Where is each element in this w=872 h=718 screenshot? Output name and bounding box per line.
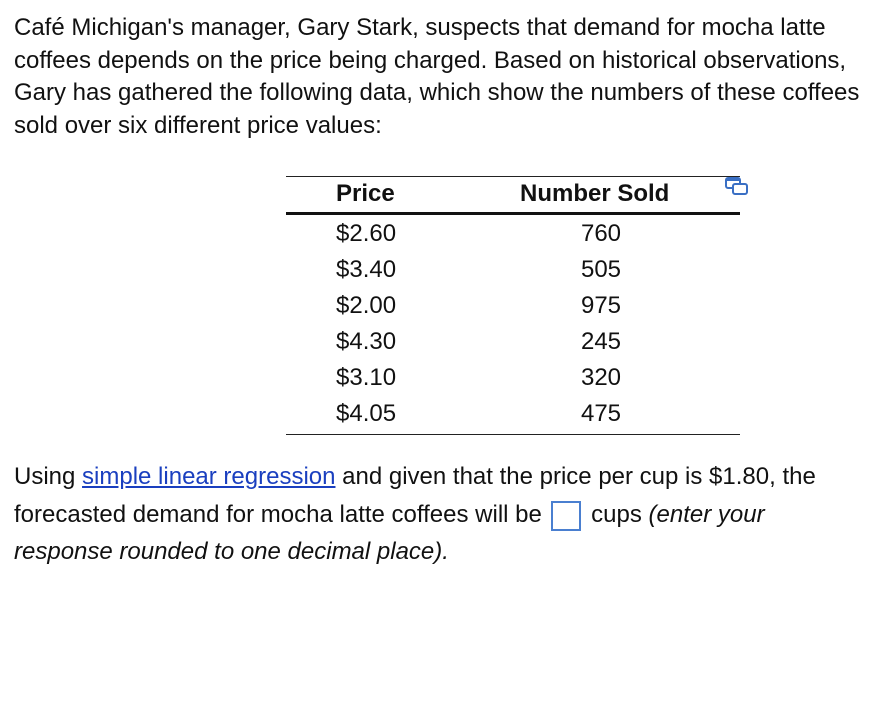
table-row bbox=[286, 290, 740, 326]
simple-linear-regression-link[interactable]: simple linear regression bbox=[82, 463, 336, 490]
number-sold-cell: 245 bbox=[580, 328, 622, 355]
price-cell: $3.10 bbox=[336, 364, 397, 391]
table-bottom-rule bbox=[286, 434, 740, 435]
price-column-header: Price bbox=[336, 180, 395, 207]
rounding-instruction: (enter your response rounded to one decimal place). bbox=[14, 500, 765, 565]
table-row bbox=[286, 254, 740, 290]
price-cell: $2.60 bbox=[336, 220, 397, 247]
number-sold-cell: 320 bbox=[580, 364, 622, 391]
question-mid-text: and given that the price per cup is $1.80, the forecasted demand for mocha latte coffees will be bbox=[14, 463, 816, 528]
table-row bbox=[286, 218, 740, 254]
table-header-rule bbox=[286, 212, 740, 215]
table-row bbox=[286, 326, 740, 362]
table-row bbox=[286, 362, 740, 398]
question-post-text: cups bbox=[584, 500, 649, 528]
forecast-answer-input[interactable] bbox=[551, 501, 581, 531]
problem-intro: Café Michigan's manager, Gary Stark, suspects that demand for mocha latte coffees depends on the price being charged. Based on historical observations, Gary has gathered the following data, which show the numbers of these coffees sold over six different price values: bbox=[14, 14, 860, 139]
number-sold-cell: 975 bbox=[580, 292, 622, 319]
copy-table-icon[interactable] bbox=[724, 176, 750, 196]
number-sold-column-header: Number Sold bbox=[520, 180, 670, 207]
table-row bbox=[286, 398, 740, 434]
question-text bbox=[14, 458, 864, 571]
price-cell: $4.05 bbox=[336, 400, 397, 427]
price-cell: $2.00 bbox=[336, 292, 397, 319]
number-sold-cell: 475 bbox=[580, 400, 622, 427]
number-sold-cell: 505 bbox=[580, 256, 622, 283]
number-sold-cell: 760 bbox=[580, 220, 622, 247]
price-cell: $4.30 bbox=[336, 328, 397, 355]
table-top-rule bbox=[286, 176, 740, 177]
price-cell: $3.40 bbox=[336, 256, 397, 283]
question-pre-text: Using bbox=[14, 463, 83, 490]
table-body bbox=[286, 218, 740, 434]
